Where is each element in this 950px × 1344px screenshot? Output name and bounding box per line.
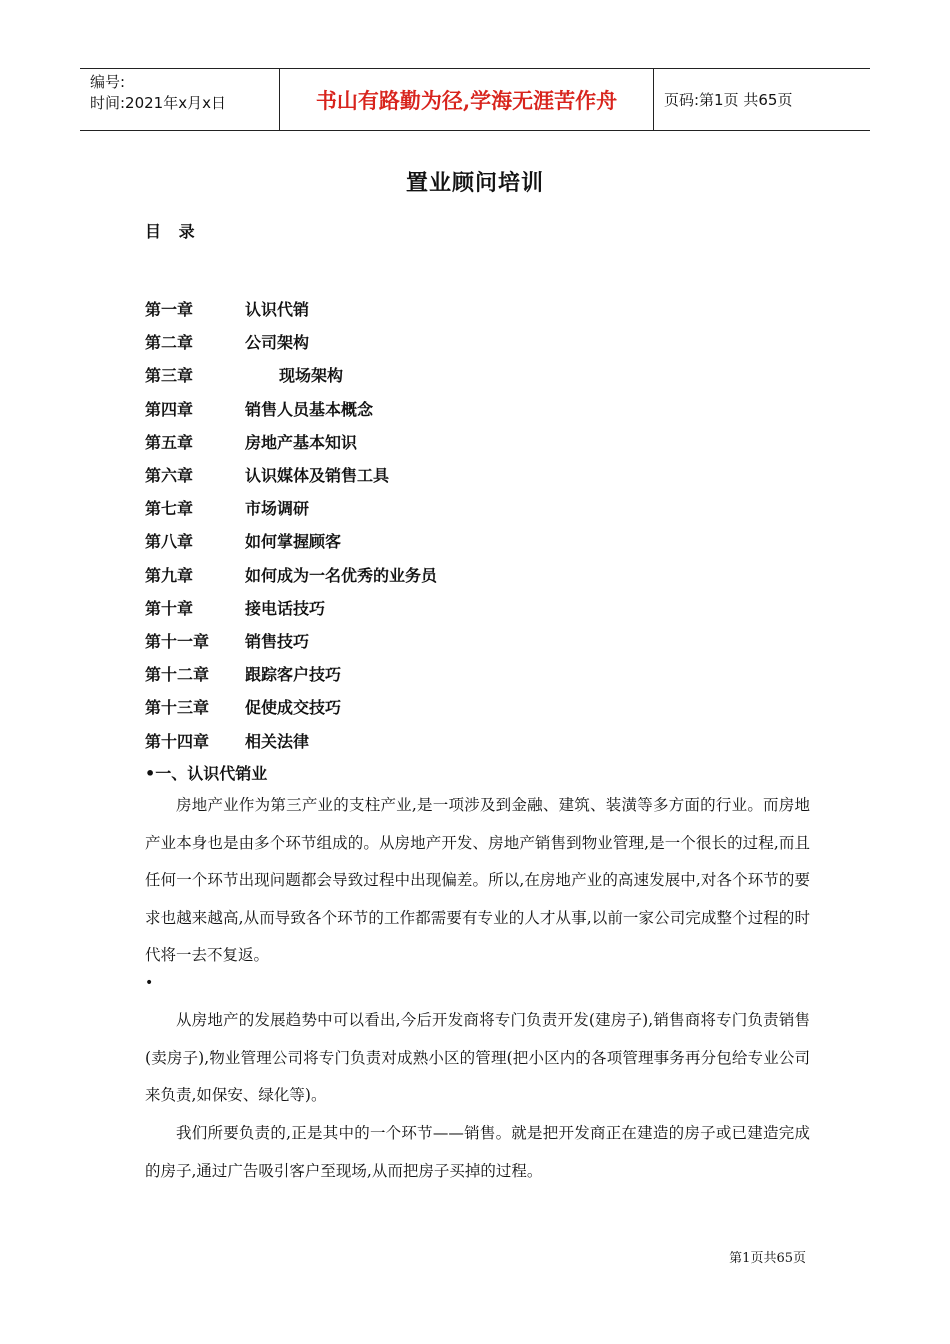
toc-title: 房地产基本知识 bbox=[245, 432, 358, 452]
body-paragraph: 我们所要负责的,正是其中的一个环节——销售。就是把开发商正在建造的房子或已建造完成的房子,通过广告吸引客户至现场,从而把房子买掉的过程。 bbox=[145, 1124, 810, 1180]
header-page-info: 页码:第1页 共65页 bbox=[664, 91, 793, 109]
toc-title: 认识代销 bbox=[245, 300, 310, 320]
toc-item bbox=[145, 458, 437, 491]
toc-chapter: 第二章 bbox=[145, 333, 194, 353]
toc-title: 相关法律 bbox=[245, 731, 310, 751]
toc-item bbox=[145, 325, 437, 358]
bullet-marker: • bbox=[145, 975, 154, 991]
toc-chapter: 第十二章 bbox=[145, 665, 210, 685]
toc-heading: 目 录 bbox=[145, 222, 201, 241]
page-footer: 第1页共65页 bbox=[729, 1251, 806, 1266]
header-motto: 书山有路勤为径,学海无涯苦作舟 bbox=[280, 69, 654, 130]
toc-item bbox=[145, 524, 437, 557]
toc-chapter: 第十四章 bbox=[145, 731, 210, 751]
toc-chapter: 第九章 bbox=[145, 565, 194, 585]
toc-item bbox=[145, 591, 437, 624]
toc-title: 现场架构 bbox=[279, 366, 344, 386]
toc-item bbox=[145, 392, 437, 425]
table-of-contents bbox=[145, 292, 437, 757]
body-paragraph: 从房地产的发展趋势中可以看出,今后开发商将专门负责开发(建房子),销售商将专门负责销售(卖房子),物业管理公司将专门负责对成熟小区的管理(把小区内的各项管理事务再分包给专业公司来负责,如保安、绿化等)。 bbox=[145, 1011, 810, 1104]
toc-title: 销售技巧 bbox=[245, 631, 310, 651]
toc-item bbox=[145, 657, 437, 690]
toc-chapter: 第五章 bbox=[145, 432, 194, 452]
toc-chapter: 第六章 bbox=[145, 466, 194, 486]
toc-title: 认识媒体及销售工具 bbox=[245, 466, 390, 486]
document-title: 置业顾问培训 bbox=[405, 171, 544, 196]
toc-item bbox=[145, 491, 437, 524]
toc-chapter: 第十一章 bbox=[145, 631, 210, 651]
toc-chapter: 第八章 bbox=[145, 532, 194, 552]
toc-chapter: 第十三章 bbox=[145, 698, 210, 718]
toc-item bbox=[145, 358, 437, 391]
toc-chapter: 第三章 bbox=[145, 366, 194, 386]
page-header bbox=[80, 68, 870, 131]
toc-title: 市场调研 bbox=[245, 499, 310, 519]
toc-chapter: 第四章 bbox=[145, 399, 194, 419]
header-meta bbox=[80, 69, 280, 130]
section-heading: •一、认识代销业 bbox=[145, 764, 268, 783]
toc-item bbox=[145, 292, 437, 325]
toc-title: 如何成为一名优秀的业务员 bbox=[245, 565, 438, 585]
number-label: 编号: bbox=[90, 73, 126, 91]
toc-item bbox=[145, 425, 437, 458]
toc-title: 如何掌握顾客 bbox=[245, 532, 342, 552]
toc-chapter: 第七章 bbox=[145, 499, 194, 519]
time-label: 时间:2021年x月x日 bbox=[90, 94, 226, 112]
toc-title: 跟踪客户技巧 bbox=[245, 665, 342, 685]
toc-item bbox=[145, 690, 437, 723]
toc-chapter: 第一章 bbox=[145, 300, 194, 320]
body-paragraph: 房地产业作为第三产业的支柱产业,是一项涉及到金融、建筑、装潢等多方面的行业。而房地产业本身也是由多个环节组成的。从房地产开发、房地产销售到物业管理,是一个很长的过程,而且任何一个环节出现问题都会导致过程中出现偏差。所以,在房地产业的高速发展中,对各个环节的要求也越来越高,从而导致各个环节的工作都需要有专业的人才从事,以前一家公司完成整个过程的时代将一去不复返。 bbox=[145, 796, 810, 964]
toc-title: 销售人员基本概念 bbox=[245, 399, 374, 419]
toc-title: 接电话技巧 bbox=[245, 598, 326, 618]
toc-item bbox=[145, 624, 437, 657]
toc-chapter: 第十章 bbox=[145, 598, 194, 618]
toc-item bbox=[145, 723, 437, 756]
toc-title: 促使成交技巧 bbox=[245, 698, 342, 718]
toc-title: 公司架构 bbox=[245, 333, 310, 353]
toc-item bbox=[145, 558, 437, 591]
